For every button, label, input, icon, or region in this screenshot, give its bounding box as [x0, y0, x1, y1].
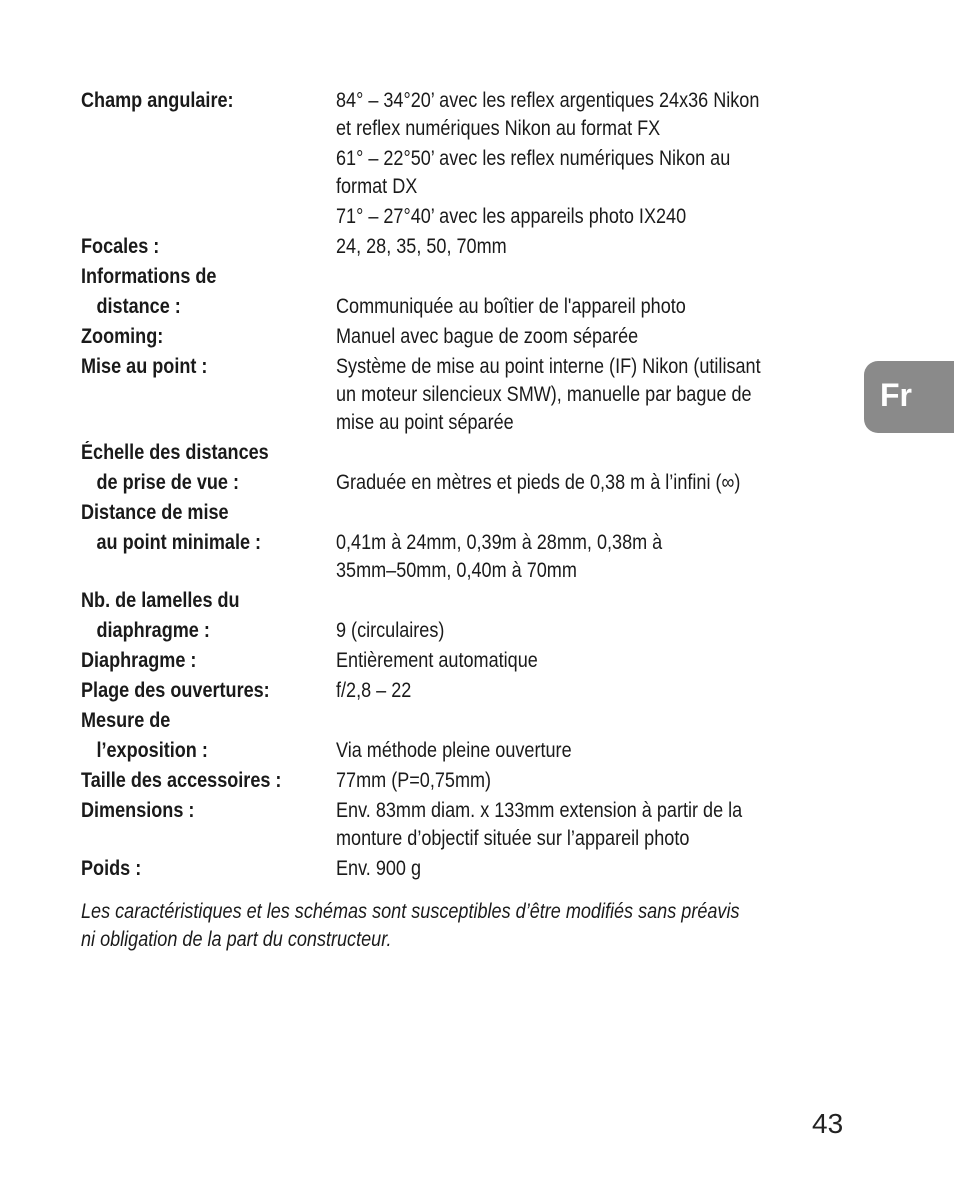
- spec-value-paragraph: [336, 292, 788, 322]
- spec-term: [81, 322, 336, 352]
- spec-value: [336, 322, 861, 352]
- spec-value-line: 71° – 27°40’ avec les appareils photo IX240: [336, 205, 687, 228]
- spec-term: [81, 262, 336, 322]
- spec-term-line: l’exposition :: [96, 739, 208, 762]
- spec-term-line: Zooming:: [81, 325, 164, 348]
- spec-value-line: format DX: [336, 175, 418, 198]
- disclaimer-note: [81, 898, 881, 954]
- spec-value-line: 0,41m à 24mm, 0,39m à 28mm, 0,38m à: [336, 531, 663, 554]
- spec-value-line: Système de mise au point interne (IF) Nikon (utilisant: [336, 355, 761, 378]
- spec-value: [336, 854, 861, 884]
- spec-value-paragraph: [336, 144, 788, 202]
- spec-value: [336, 352, 861, 438]
- spec-row: [81, 706, 861, 766]
- spec-value-line: et reflex numériques Nikon au format FX: [336, 117, 661, 140]
- specifications-list: [81, 86, 861, 884]
- spec-value: [336, 796, 861, 854]
- spec-term-line: Mise au point :: [81, 355, 208, 378]
- spec-term: [81, 586, 336, 646]
- spec-value-line: 84° – 34°20’ avec les reflex argentiques 24x36 Nikon: [336, 89, 760, 112]
- spec-term-line: Informations de: [81, 265, 217, 288]
- spec-value: [336, 586, 861, 646]
- spec-row: [81, 498, 861, 586]
- spec-value: [336, 262, 861, 322]
- spec-value-paragraph: [336, 766, 788, 796]
- spec-value-paragraph: [336, 616, 788, 646]
- spec-term-line: Mesure de: [81, 709, 171, 732]
- spec-row: [81, 586, 861, 646]
- spec-value: [336, 706, 861, 766]
- disclaimer-line: ni obligation de la part du constructeur.: [81, 928, 392, 951]
- spec-row: [81, 352, 861, 438]
- language-tab: [864, 361, 954, 433]
- spec-term: [81, 796, 336, 854]
- spec-value-line: Env. 900 g: [336, 857, 422, 880]
- spec-row: [81, 438, 861, 498]
- spec-value-line: monture d’objectif située sur l’appareil photo: [336, 827, 690, 850]
- spec-value: [336, 498, 861, 586]
- spec-value-paragraph: [336, 646, 788, 676]
- spec-term-line: Focales :: [81, 235, 160, 258]
- disclaimer-line: Les caractéristiques et les schémas sont susceptibles d’être modifiés sans préavis: [81, 900, 740, 923]
- spec-value: [336, 676, 861, 706]
- spec-term: [81, 232, 336, 262]
- spec-value-paragraph: [336, 528, 788, 586]
- spec-value-paragraph: [336, 796, 788, 854]
- spec-value: [336, 232, 861, 262]
- spec-term-line: Taille des accessoires :: [81, 769, 282, 792]
- spec-term: [81, 676, 336, 706]
- spec-term: [81, 706, 336, 766]
- spec-value-paragraph: [336, 86, 788, 144]
- spec-value: [336, 766, 861, 796]
- spec-term-line: Plage des ouvertures:: [81, 679, 270, 702]
- spec-value-line: 24, 28, 35, 50, 70mm: [336, 235, 507, 258]
- spec-value-line: 61° – 22°50’ avec les reflex numériques Nikon au: [336, 147, 731, 170]
- spec-term: [81, 498, 336, 586]
- spec-row: [81, 646, 861, 676]
- spec-row: [81, 322, 861, 352]
- spec-value: [336, 86, 861, 232]
- spec-value-line: un moteur silencieux SMW), manuelle par bague de: [336, 383, 752, 406]
- spec-value-line: Entièrement automatique: [336, 649, 538, 672]
- spec-term: [81, 352, 336, 438]
- spec-value-paragraph: [336, 232, 788, 262]
- spec-value-line: f/2,8 – 22: [336, 679, 412, 702]
- spec-value-paragraph: [336, 202, 788, 232]
- spec-row: [81, 232, 861, 262]
- spec-value-line: 9 (circulaires): [336, 619, 445, 642]
- spec-value: [336, 646, 861, 676]
- spec-row: [81, 676, 861, 706]
- spec-value-line: Manuel avec bague de zoom séparée: [336, 325, 639, 348]
- spec-term: [81, 854, 336, 884]
- spec-value-line: 35mm–50mm, 0,40m à 70mm: [336, 559, 577, 582]
- spec-term: [81, 646, 336, 676]
- page-number: 43: [812, 1108, 844, 1139]
- spec-value: [336, 438, 861, 498]
- spec-value-line: 77mm (P=0,75mm): [336, 769, 492, 792]
- spec-value-paragraph: [336, 854, 788, 884]
- spec-term-line: Dimensions :: [81, 799, 195, 822]
- spec-value-line: Env. 83mm diam. x 133mm extension à partir de la: [336, 799, 743, 822]
- spec-value-paragraph: [336, 352, 788, 438]
- spec-term-line: Poids :: [81, 857, 142, 880]
- spec-term-line: Champ angulaire:: [81, 89, 234, 112]
- spec-value-paragraph: [336, 736, 788, 766]
- spec-value-line: Communiquée au boîtier de l'appareil photo: [336, 295, 686, 318]
- spec-row: [81, 262, 861, 322]
- spec-row: [81, 854, 861, 884]
- language-tab-label: Fr: [880, 377, 912, 413]
- spec-value-line: mise au point séparée: [336, 411, 514, 434]
- spec-term-line: Échelle des distances: [81, 441, 269, 464]
- spec-term-line: diaphragme :: [96, 619, 210, 642]
- spec-term-line: Distance de mise: [81, 501, 229, 524]
- spec-term: [81, 86, 336, 232]
- spec-row: [81, 796, 861, 854]
- spec-term-line: distance :: [96, 295, 181, 318]
- spec-term-line: de prise de vue :: [96, 471, 240, 494]
- spec-row: [81, 86, 861, 232]
- spec-term: [81, 766, 336, 796]
- spec-term-line: Diaphragme :: [81, 649, 197, 672]
- spec-term: [81, 438, 336, 498]
- spec-term-line: Nb. de lamelles du: [81, 589, 240, 612]
- spec-row: [81, 766, 861, 796]
- spec-value-line: Graduée en mètres et pieds de 0,38 m à l’infini (∞): [336, 471, 741, 494]
- spec-value-paragraph: [336, 322, 788, 352]
- spec-value-paragraph: [336, 468, 788, 498]
- spec-term-line: au point minimale :: [96, 531, 262, 554]
- spec-value-line: Via méthode pleine ouverture: [336, 739, 572, 762]
- spec-value-paragraph: [336, 676, 788, 706]
